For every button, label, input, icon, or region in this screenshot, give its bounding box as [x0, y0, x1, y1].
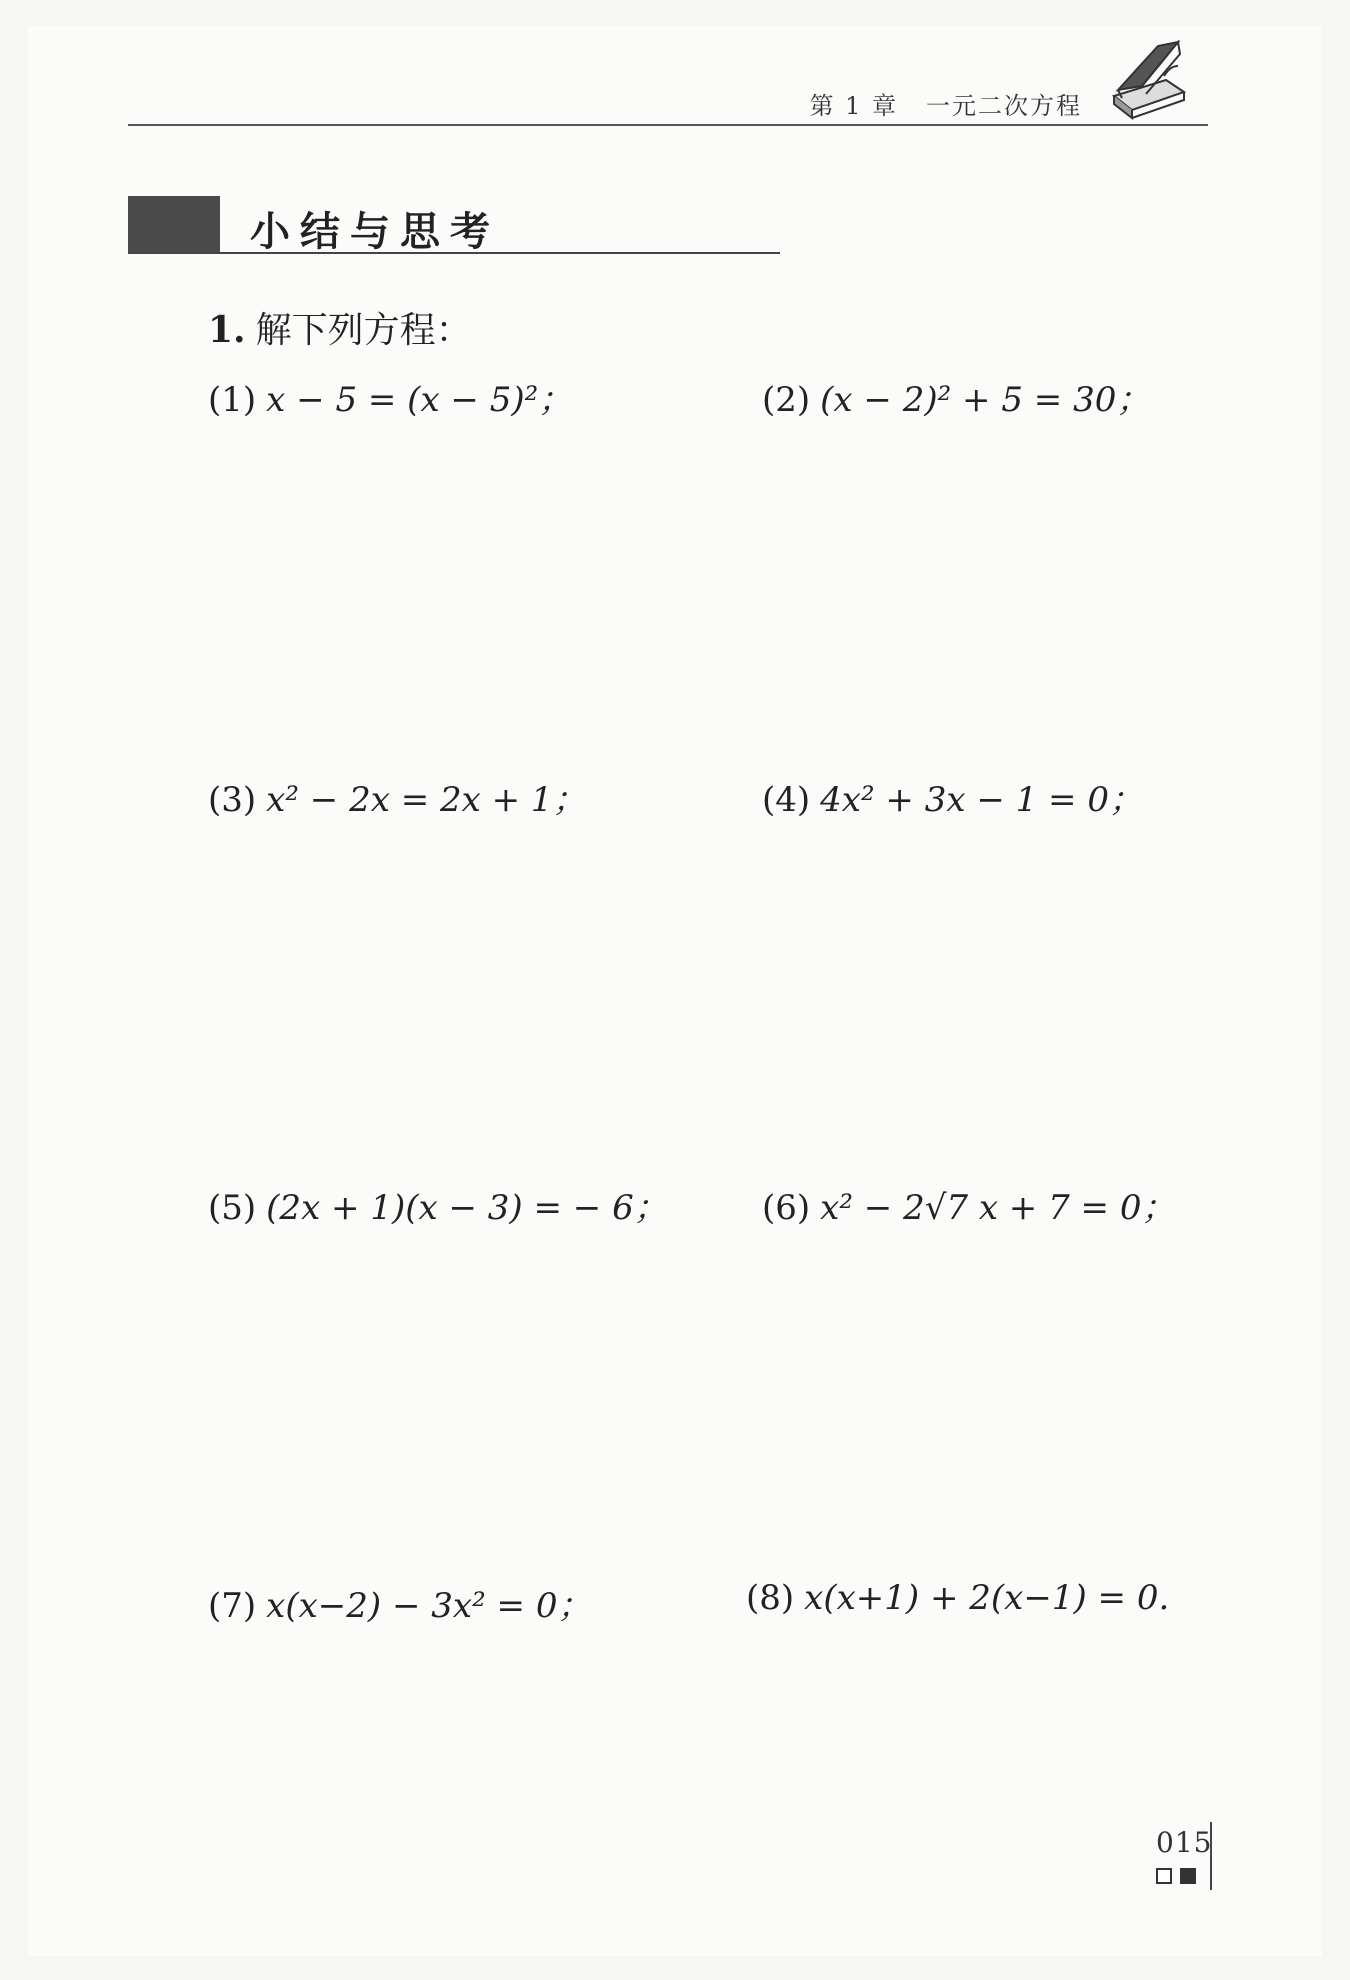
- equation-item-7: [208, 1578, 591, 1627]
- equation-expression: x − 5 = (x − 5)²；: [266, 380, 573, 420]
- equation-item-5: [208, 1180, 668, 1229]
- equation-item-1: [208, 372, 572, 421]
- equation-item-6: [762, 1180, 1175, 1229]
- question-prompt: [208, 302, 472, 353]
- page-number-divider: [1210, 1822, 1212, 1890]
- equation-expression: (x − 2)² + 5 = 30；: [820, 380, 1151, 420]
- chapter-title: 一元二次方程: [926, 92, 1082, 120]
- equation-expression: x² − 2√7 x + 7 = 0；: [820, 1188, 1176, 1228]
- chapter-number: 第 1 章: [809, 92, 898, 120]
- section-marker-block: [128, 196, 220, 252]
- equation-label: (2): [762, 380, 811, 420]
- equation-expression: 4x² + 3x − 1 = 0；: [820, 780, 1143, 820]
- section-divider: [128, 252, 780, 254]
- equation-label: (3): [208, 780, 257, 820]
- equation-item-2: [762, 372, 1150, 421]
- equation-label: (5): [208, 1188, 257, 1228]
- equation-expression: x(x−2) − 3x² = 0；: [266, 1586, 592, 1626]
- empty-square-icon: [1156, 1868, 1172, 1884]
- equation-label: (7): [208, 1586, 257, 1626]
- page-number: 015: [1156, 1826, 1213, 1859]
- equation-item-8: [746, 1578, 1169, 1618]
- running-header: [809, 86, 1082, 121]
- question-number: 1.: [208, 309, 246, 351]
- equation-item-4: [762, 772, 1143, 821]
- equation-item-3: [208, 772, 587, 821]
- section-title: 小结与思考: [250, 208, 500, 255]
- filled-square-icon: [1180, 1868, 1196, 1884]
- equation-expression: x(x+1) + 2(x−1) = 0.: [804, 1578, 1170, 1618]
- equation-expression: (2x + 1)(x − 3) = − 6；: [266, 1188, 668, 1228]
- equation-label: (8): [746, 1578, 795, 1618]
- equation-label: (4): [762, 780, 811, 820]
- book-stack-icon: [1108, 36, 1190, 120]
- question-text: 解下列方程：: [255, 310, 472, 351]
- equation-expression: x² − 2x = 2x + 1；: [266, 780, 587, 820]
- header-divider: [128, 124, 1208, 126]
- equation-label: (6): [762, 1188, 811, 1228]
- equation-label: (1): [208, 380, 257, 420]
